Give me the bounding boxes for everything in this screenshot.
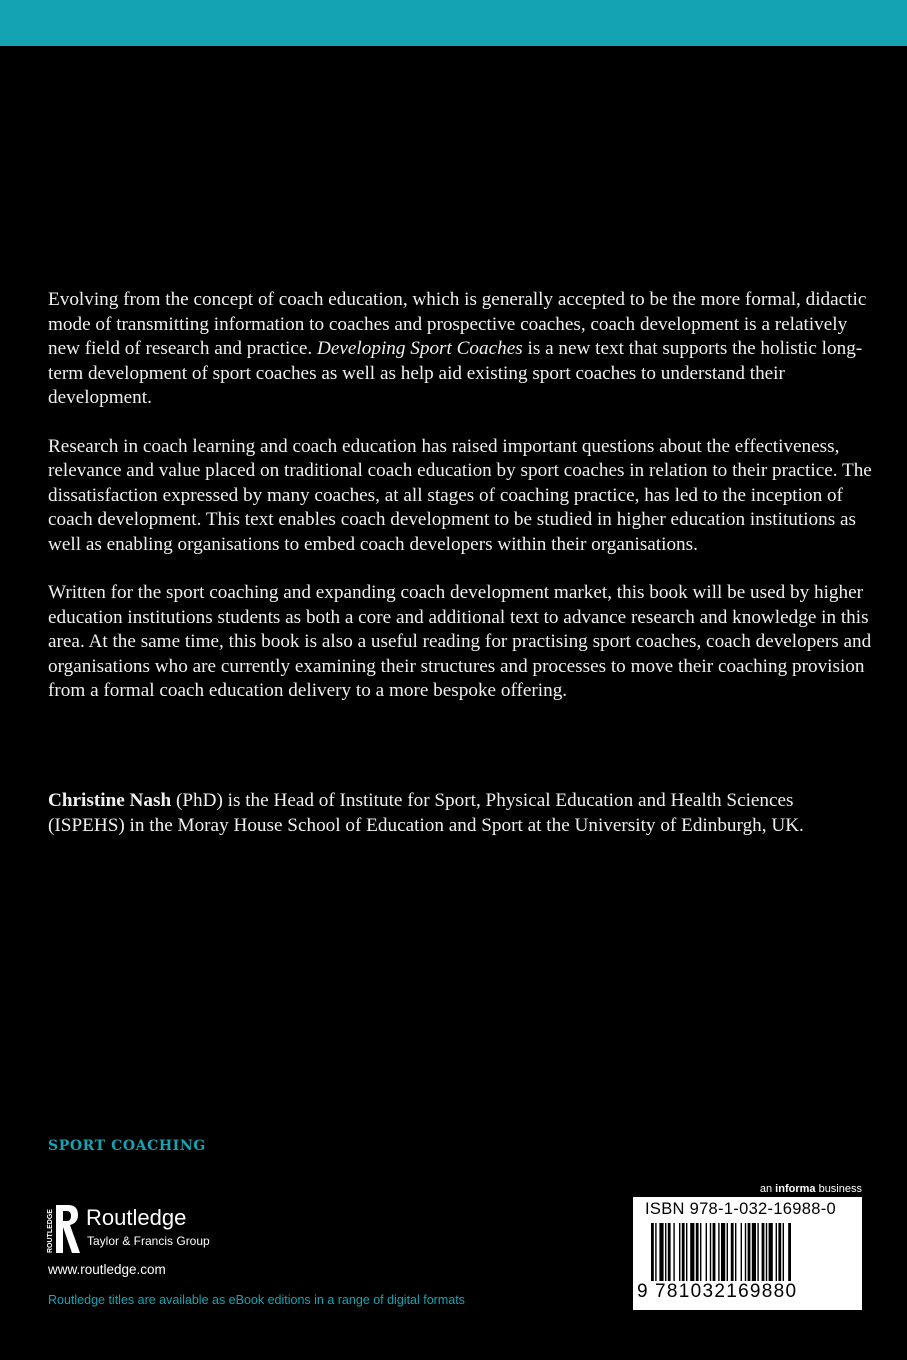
author-bio: Christine Nash (PhD) is the Head of Institute for Sport, Physical Education and Health Sciences (ISPEHS) in the Moray House School of Education and Sport at the University of Edinburgh, UK. [48,790,804,836]
informa-tagline: an informa business [759,1183,862,1195]
isbn-digits: 781032169880 [655,1281,798,1302]
barcode-bar [769,1223,773,1281]
blurb-paragraph-3: Written for the sport coaching and expanding coach development market, this book will be used by higher education institutions students as both a core and additional text to advance research and knowledge in this area. At the same time, this book is also a useful reading for practising sport coaches, coach developers and organisations who are currently examining their structures and processes to move their coaching provision from a formal coach education delivery to a more bespoke offering. [48,582,872,701]
barcode-bar [651,1223,654,1281]
isbn-first-digit: 9 [637,1281,648,1302]
barcode-bar [718,1223,719,1281]
back-cover-blurb [48,288,874,728]
author-name: Christine Nash [48,790,172,811]
book-title: Developing Sport Coaches [317,338,523,359]
barcode-bar [682,1223,685,1281]
barcode-bar [727,1223,728,1281]
series-label: SPORT COACHING [48,1138,206,1154]
barcode-bar [713,1223,716,1281]
barcode-bar [788,1223,791,1281]
barcode-bar [721,1223,725,1281]
blurb-paragraph-1: Evolving from the concept of coach education, which is generally accepted to be the more formal, didactic mode of transmitting information to coaches and prospective coaches, coach development is a relatively new field of research and practice. Developing Sport Coaches is a new text that supports the holistic long-term development of sport coaches as well as help aid existing sport coaches to understand their development. [48,289,867,408]
barcode-bar [731,1223,734,1281]
ebook-note: Routledge titles are available as eBook editions in a range of digital formats [48,1293,465,1307]
barcode-bar [696,1223,699,1281]
barcode-bar [757,1223,758,1281]
publisher-name: Routledge [86,1205,187,1230]
barcode-bar [700,1223,701,1281]
top-color-band [0,0,907,46]
barcode-bar [752,1223,756,1281]
barcode-bar [706,1223,707,1281]
blurb-paragraph-2: Research in coach learning and coach education has raised important questions about the effectiveness, relevance and value placed on traditional coach education by sport coaches in relation to their practice. The dissatisfaction expressed by many coaches, at all stages of coaching practice, has led to the inception of coach development. This text enables coach development to be studied in higher education institutions as well as enabling organisations to embed coach developers within their organisations. [48,435,872,555]
isbn-barcode [633,1197,862,1310]
barcode-bar [690,1223,694,1281]
routledge-logo [44,1203,254,1255]
isbn-label: ISBN 978-1-032-16988-0 [645,1200,836,1218]
barcode-bar [679,1223,680,1281]
barcode-bar [778,1223,781,1281]
barcode-bar [668,1223,671,1281]
routledge-vertical-text: ROUTLEDGE [47,1209,54,1253]
routledge-r-icon [44,1203,86,1255]
barcode-bar [748,1223,751,1281]
barcode-bars [637,1223,858,1281]
publisher-group: Taylor & Francis Group [87,1234,210,1248]
barcode-bar [686,1223,687,1281]
publisher-url[interactable]: www.routledge.com [48,1262,166,1277]
barcode-bar [673,1223,674,1281]
barcode-bar [665,1223,666,1281]
barcode-bar [659,1223,663,1281]
barcode-bar [762,1223,765,1281]
barcode-bar [783,1223,784,1281]
barcode-bar [766,1223,767,1281]
barcode-bar [776,1223,777,1281]
barcode-bar [741,1223,742,1281]
barcode-bar [745,1223,746,1281]
barcode-bar [655,1223,656,1281]
barcode-bar [735,1223,736,1281]
barcode-bar [710,1223,711,1281]
